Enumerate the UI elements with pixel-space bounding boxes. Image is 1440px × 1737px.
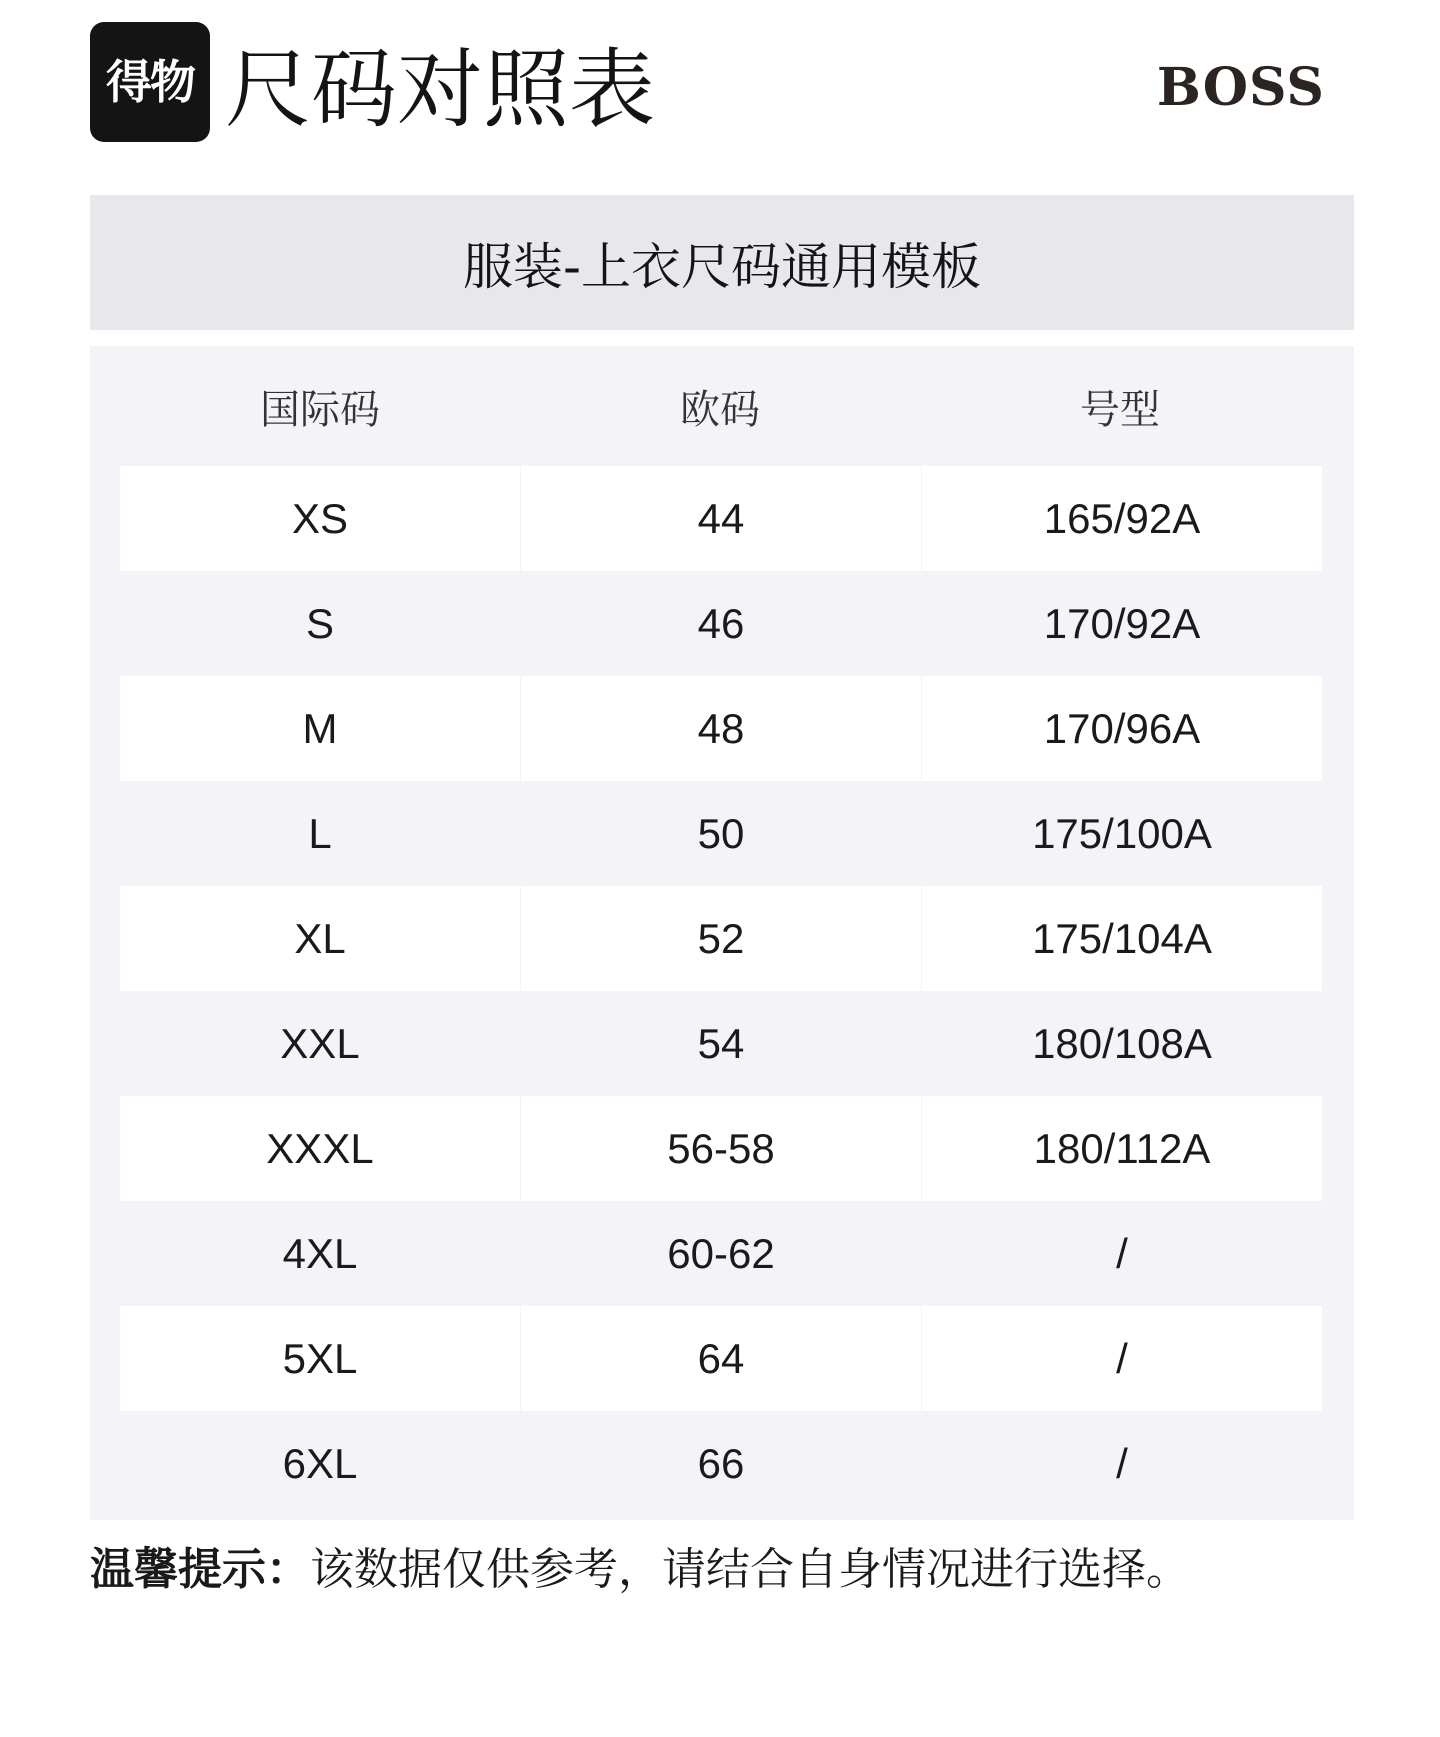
table-row xyxy=(120,571,1322,676)
cell-international-size: S xyxy=(305,599,334,647)
cell-size-model: 180/108A xyxy=(1032,1019,1212,1067)
cell-eu-size: 66 xyxy=(697,1439,745,1487)
table-row xyxy=(120,886,1322,991)
cell-international-size: M xyxy=(120,676,520,781)
tip-note xyxy=(90,1540,1354,1600)
cell-international-size: XXL xyxy=(280,1019,360,1067)
table-row xyxy=(120,1411,1322,1516)
cell-size-model: / xyxy=(1116,1439,1128,1487)
table-body xyxy=(120,466,1322,1516)
cell-size-model: 180/112A xyxy=(922,1096,1322,1201)
cell-size-model: / xyxy=(1116,1229,1128,1277)
cell-size-model: 170/92A xyxy=(1043,599,1201,647)
cell-international-size: 5XL xyxy=(120,1306,520,1411)
table-row xyxy=(120,991,1322,1096)
size-table xyxy=(90,346,1354,1520)
tip-label: 温馨提示： xyxy=(90,1544,310,1595)
cell-eu-size: 54 xyxy=(697,1019,745,1067)
page-title: 尺码对照表 xyxy=(225,40,655,140)
table-header xyxy=(120,346,1322,466)
page-header xyxy=(90,22,1350,147)
cell-size-model: 175/100A xyxy=(1032,809,1212,857)
brand-name: BOSS xyxy=(1156,57,1325,118)
cell-international-size: XXXL xyxy=(120,1096,520,1201)
section-banner xyxy=(90,195,1354,330)
table-row xyxy=(120,1306,1322,1411)
table-row xyxy=(120,1201,1322,1306)
cell-international-size: XL xyxy=(120,886,520,991)
cell-international-size: 6XL xyxy=(282,1439,358,1487)
cell-size-model: / xyxy=(922,1306,1322,1411)
section-title: 服装-上衣尺码通用模板 xyxy=(462,237,982,296)
cell-eu-size: 44 xyxy=(521,466,921,571)
table-row xyxy=(120,1096,1322,1201)
cell-size-model: 165/92A xyxy=(922,466,1322,571)
table-row xyxy=(120,676,1322,781)
cell-international-size: 4XL xyxy=(282,1229,358,1277)
cell-eu-size: 56-58 xyxy=(521,1096,921,1201)
cell-size-model: 175/104A xyxy=(922,886,1322,991)
cell-international-size: L xyxy=(308,809,332,857)
cell-eu-size: 48 xyxy=(521,676,921,781)
table-row xyxy=(120,781,1322,886)
logo-text: 得物 xyxy=(106,55,194,109)
dewu-logo xyxy=(90,22,210,142)
column-header-international: 国际码 xyxy=(260,386,380,433)
column-header-eu: 欧码 xyxy=(680,386,760,433)
column-header-model: 号型 xyxy=(1080,386,1160,433)
cell-eu-size: 52 xyxy=(521,886,921,991)
tip-text: 该数据仅供参考，请结合自身情况进行选择。 xyxy=(310,1544,1190,1595)
cell-eu-size: 46 xyxy=(697,599,745,647)
cell-eu-size: 64 xyxy=(521,1306,921,1411)
cell-eu-size: 60-62 xyxy=(667,1229,775,1277)
cell-size-model: 170/96A xyxy=(922,676,1322,781)
cell-eu-size: 50 xyxy=(697,809,745,857)
cell-international-size: XS xyxy=(120,466,520,571)
table-row xyxy=(120,466,1322,571)
